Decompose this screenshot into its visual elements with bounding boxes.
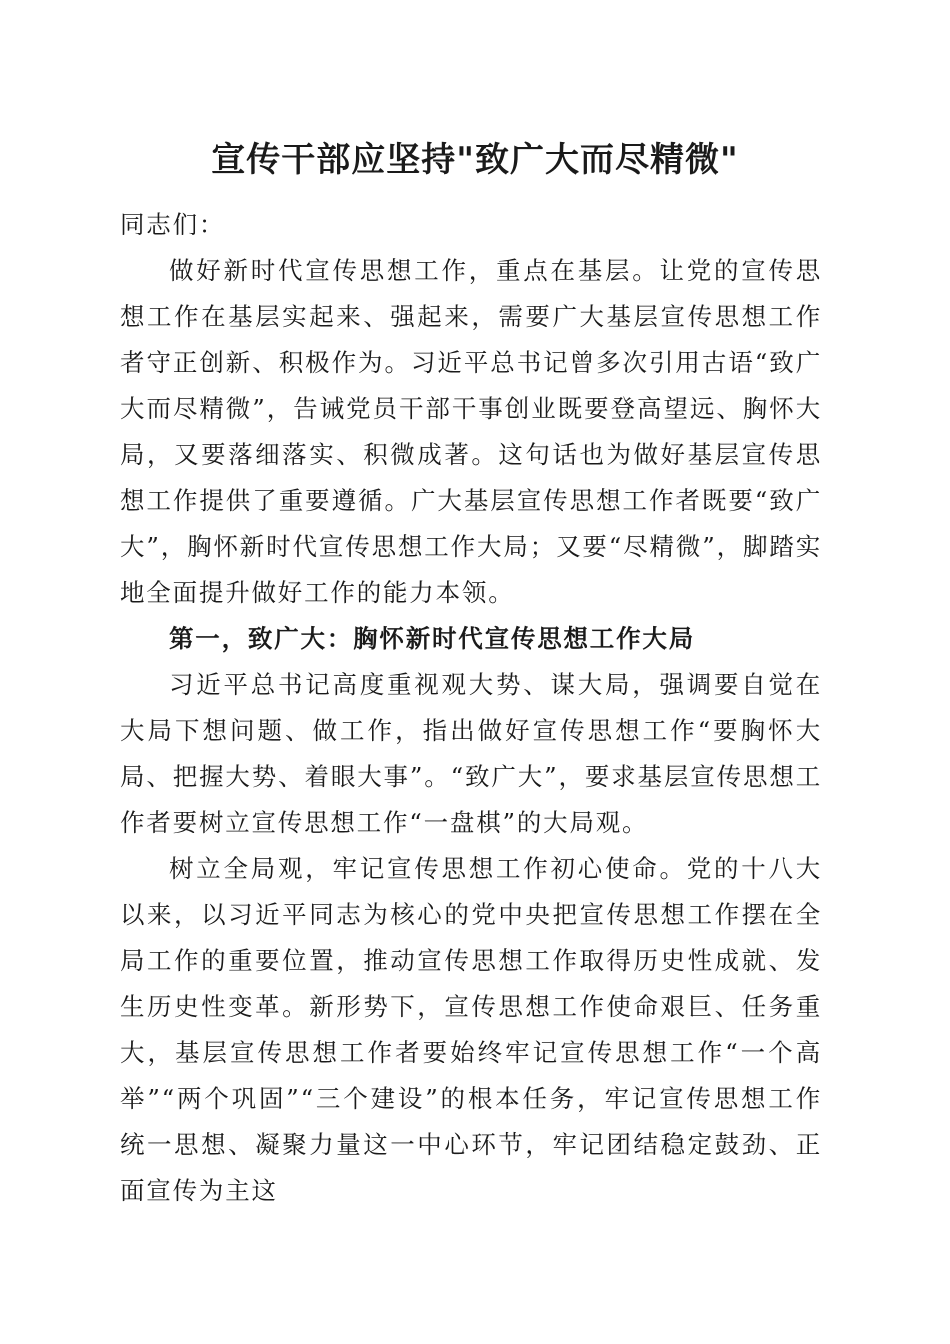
paragraph-intro: 做好新时代宣传思想工作，重点在基层。让党的宣传思想工作在基层实起来、强起来，需要广大基层宣传思想工作者守正创新、积极作为。习近平总书记曾多次引用古语“致广大而尽精微”，告诫党员干部干事创业既要登高望远、胸怀大局，又要落细落实、积微成著。这句话也为做好基层宣传思想工作提供了重要遵循。广大基层宣传思想工作者既要“致广大”，胸怀新时代宣传思想工作大局；又要“尽精微”，脚踏实地全面提升做好工作的能力本领。 <box>120 256 822 607</box>
section-heading-1: 第一，致广大：胸怀新时代宣传思想工作大局 <box>169 624 695 653</box>
document-title: 宣传干部应坚持"致广大而尽精微" <box>211 140 739 180</box>
paragraph-2: 习近平总书记高度重视观大势、谋大局，强调要自觉在大局下想问题、做工作，指出做好宣传思想工作“要胸怀大局、把握大势、着眼大事”。“致广大”，要求基层宣传思想工作者要树立宣传思想工作“一盘棋”的大局观。 <box>120 670 822 837</box>
salutation: 同志们： <box>120 210 226 239</box>
paragraph-3: 树立全局观，牢记宣传思想工作初心使命。党的十八大以来，以习近平同志为核心的党中央把宣传思想工作摆在全局工作的重要位置，推动宣传思想工作取得历史性成就、发生历史性变革。新形势下，宣传思想工作使命艰巨、任务重大，基层宣传思想工作者要始终牢记宣传思想工作“一个高举”“两个巩固”“三个建设”的根本任务，牢记宣传思想工作统一思想、凝聚力量这一中心环节，牢记团结稳定鼓劲、正面宣传为主这 <box>120 854 822 1205</box>
document-body <box>120 202 822 1214</box>
